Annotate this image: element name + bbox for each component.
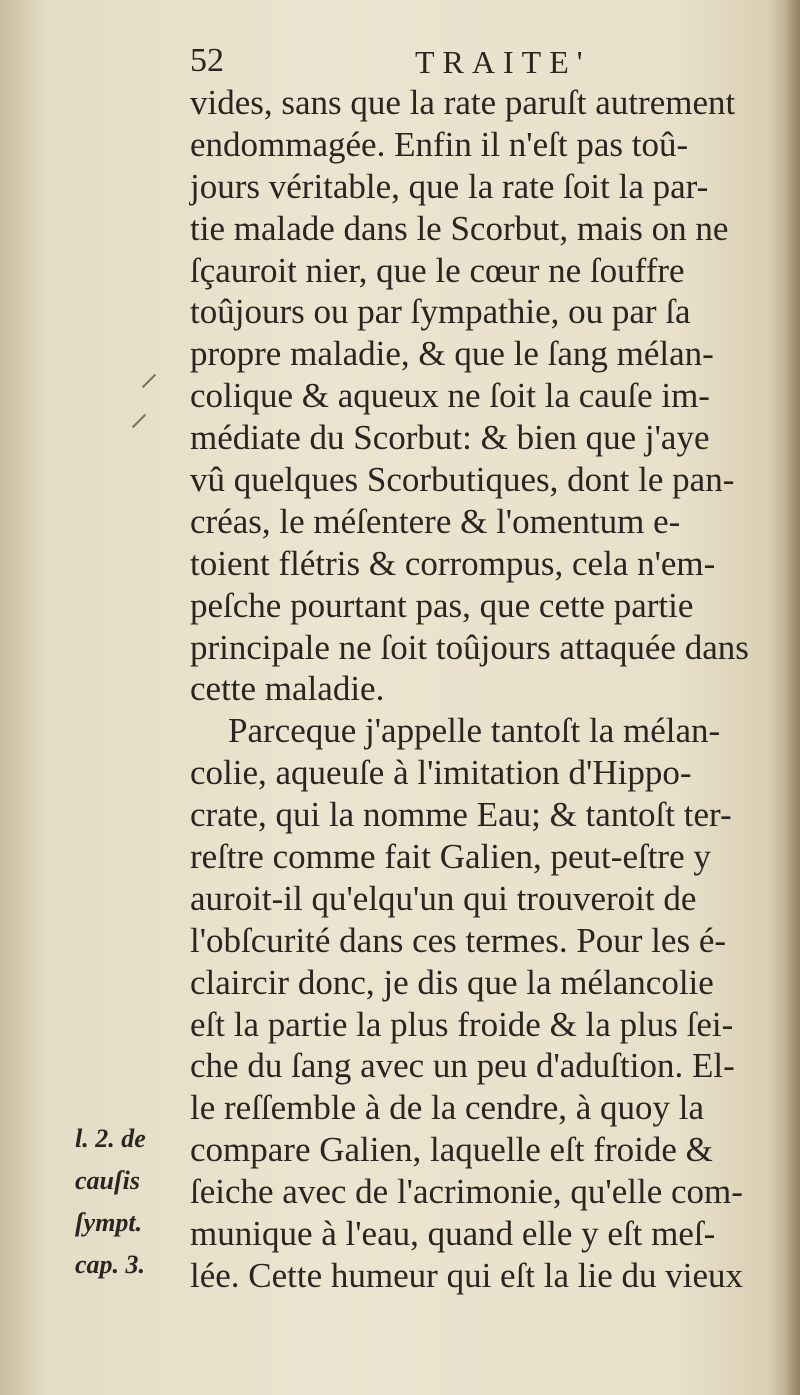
text-line: che du ſang avec un peu d'aduſtion. El- xyxy=(190,1046,735,1086)
text-line: colique & aqueux ne ſoit la cauſe im- xyxy=(190,376,710,416)
text-line: toûjours ou par ſympathie, ou par ſa xyxy=(190,292,691,332)
text-line: cette maladie. xyxy=(190,669,385,709)
text-line: lée. Cette humeur qui eſt la lie du vieux xyxy=(190,1255,744,1295)
page-number: 52 xyxy=(190,42,224,79)
text-line: reſtre comme fait Galien, peut-eſtre y xyxy=(190,837,711,877)
text-line: propre maladie, & que le ſang mélan- xyxy=(190,334,714,374)
text-line: Parceque j'appelle tantoſt la mélan- xyxy=(228,711,721,751)
text-line: le reſſemble à de la cendre, à quoy la xyxy=(190,1088,705,1128)
text-line: colie, aqueuſe à l'imitation d'Hippo- xyxy=(190,753,692,793)
text-line: peſche pourtant pas, que cette partie xyxy=(190,585,694,625)
text-line: l'obſcurité dans ces termes. Pour les é- xyxy=(190,920,727,960)
text-line: jours véritable, que la rate ſoit la par- xyxy=(190,166,709,206)
text-line: endommagée. Enfin il n'eſt pas toû- xyxy=(190,124,689,164)
ink-mark xyxy=(132,414,146,428)
text-line: claircir donc, je dis que la mélancolie xyxy=(190,962,714,1002)
text-line: eſt la partie la plus froide & la plus ſei- xyxy=(190,1004,734,1044)
body-text xyxy=(190,82,790,1297)
text-line: vû quelques Scorbutiques, dont le pan- xyxy=(190,460,735,500)
text-line: créas, le méſentere & l'omentum e- xyxy=(190,501,681,541)
margin-note-line: cauſis xyxy=(75,1165,140,1195)
text-line: auroit-il qu'elqu'un qui trouveroit de xyxy=(190,878,697,918)
text-line: principale ne ſoit toûjours attaquée dans xyxy=(190,627,749,667)
text-line: munique à l'eau, quand elle y eſt meſ- xyxy=(190,1214,716,1254)
text-line: tie malade dans le Scorbut, mais on ne xyxy=(190,208,729,248)
margin-note-line: l. 2. de xyxy=(75,1124,146,1153)
text-line: compare Galien, laquelle eſt froide & xyxy=(190,1130,713,1170)
margin-note-line: cap. 3. xyxy=(75,1249,146,1279)
text-line: ſçauroit nier, que le cœur ne ſouffre xyxy=(190,250,685,290)
margin-note xyxy=(75,1118,185,1286)
text-line: crate, qui la nomme Eau; & tantoſt ter- xyxy=(190,795,732,835)
margin-note-line: ſympt. xyxy=(75,1207,143,1237)
text-line: toient flétris & corrompus, cela n'em- xyxy=(190,543,716,583)
running-head: TRAITE' xyxy=(415,44,591,80)
text-line: vides, sans que la rate paruſt autrement xyxy=(190,83,736,122)
text-line: médiate du Scorbut: & bien que j'aye xyxy=(190,418,710,458)
ink-mark xyxy=(142,374,156,388)
text-line: ſeiche avec de l'acrimonie, qu'elle com- xyxy=(190,1172,743,1212)
